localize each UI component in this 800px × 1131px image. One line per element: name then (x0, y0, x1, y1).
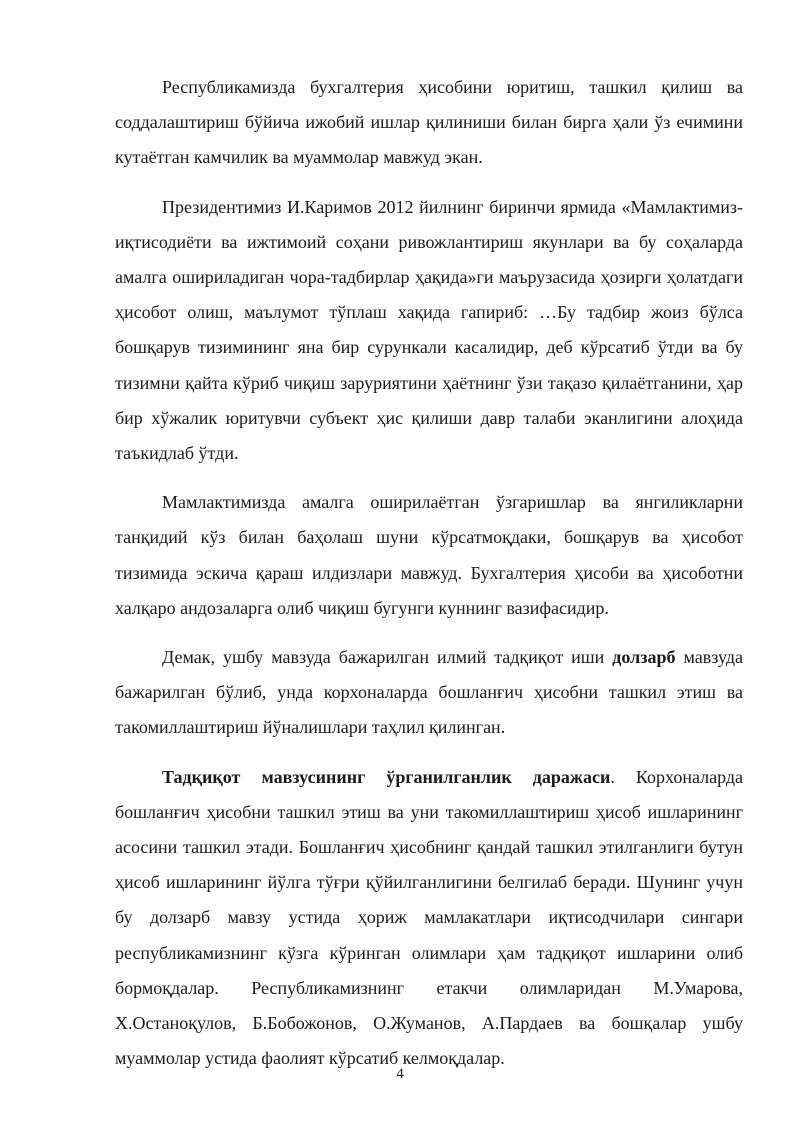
paragraph-research-level (115, 760, 743, 1077)
paragraph-reform-evaluation: Мамлактимизда амалга оширилаётган ўзгаришлар ва янгиликларни танқидий кўз билан баҳолаш шуни кўрсатмоқдаки, бошқарув ва ҳисобот тизимида эскича қараш илдизлари мавжуд. Бухгалтерия ҳисоби ва ҳисоботни халқаро андозаларга олиб чиқиш бугунги куннинг вазифасидир. (115, 492, 743, 618)
paragraph-president-report: Президентимиз И.Каримов 2012 йилнинг биринчи ярмида «Мамлактимиз- иқтисодиёти ва ижтимоий соҳани ривожлантириш якунлари ва бу соҳаларда амалга ошириладиган чора-тадбирлар ҳақида»ги маърузасида ҳозирги ҳолатдаги ҳисобот олиш, маълумот тўплаш хақида гапириб: …Бу тадбир жоиз бўлса бошқарув тизимининг яна бир сурункали касалидир, деб кўрсатиб ўтди ва бу тизимни қайта кўриб чиқиш заруриятини ҳаётнинг ўзи тақазо қилаётганини, ҳар бир хўжалик юритувчи субъект ҳис қилиши давр талаби эканлигини алоҳида таъкидлаб ўтди. (115, 196, 743, 464)
research-level-heading: Тадқиқот мавзусининг ўрганилганлик даражаси (162, 766, 611, 787)
topic-relevance-bold-term: долзарб (612, 647, 676, 668)
topic-relevance-rest-text: мавзуда бажарилган бўлиб, унда корхоналарда бошланғич ҳисобни ташкил этиш ва такомиллаштириш йўналишлари таҳлил қилинган. (115, 647, 743, 738)
page-number: 4 (396, 1066, 404, 1082)
topic-relevance-lead-text: Демак, ушбу мавзуда бажарилган илмий тадқиқот иши (162, 647, 613, 668)
document-page (115, 70, 743, 1090)
research-level-body-text: . Корхоналарда бошланғич ҳисобни ташкил этиш ва уни такомиллаштириш ҳисоб ишларининг асосини ташкил этади. Бошланғич ҳисобнинг қандай ташкил этилганлиги бутун ҳисоб ишларининг йўлга тўғри қўйилганлигини белгилаб беради. Шунинг учун бу долзарб мавзу устида ҳориж мамлакатлари иқтисодчилари сингари республикамизнинг кўзга кўринган олимлари ҳам тадқиқот ишларини олиб бормоқдалар. Республикамизнинг етакчи олимларидан М.Умарова, Х.Останоқулов, Б.Бобожонов, О.Жуманов, А.Пардаев ва бошқалар ушбу муаммолар устида фаолият кўрсатиб келмоқдалар. (115, 766, 743, 1069)
paragraph-topic-relevance (115, 640, 743, 746)
paragraph-accounting-shortcomings: Республикамизда бухгалтерия ҳисобини юритиш, ташкил қилиш ва соддалаштириш бўйича ижобий ишлар қилиниши билан бирга ҳали ўз ечимини кутаётган камчилик ва муаммолар мавжуд экан. (115, 77, 743, 168)
